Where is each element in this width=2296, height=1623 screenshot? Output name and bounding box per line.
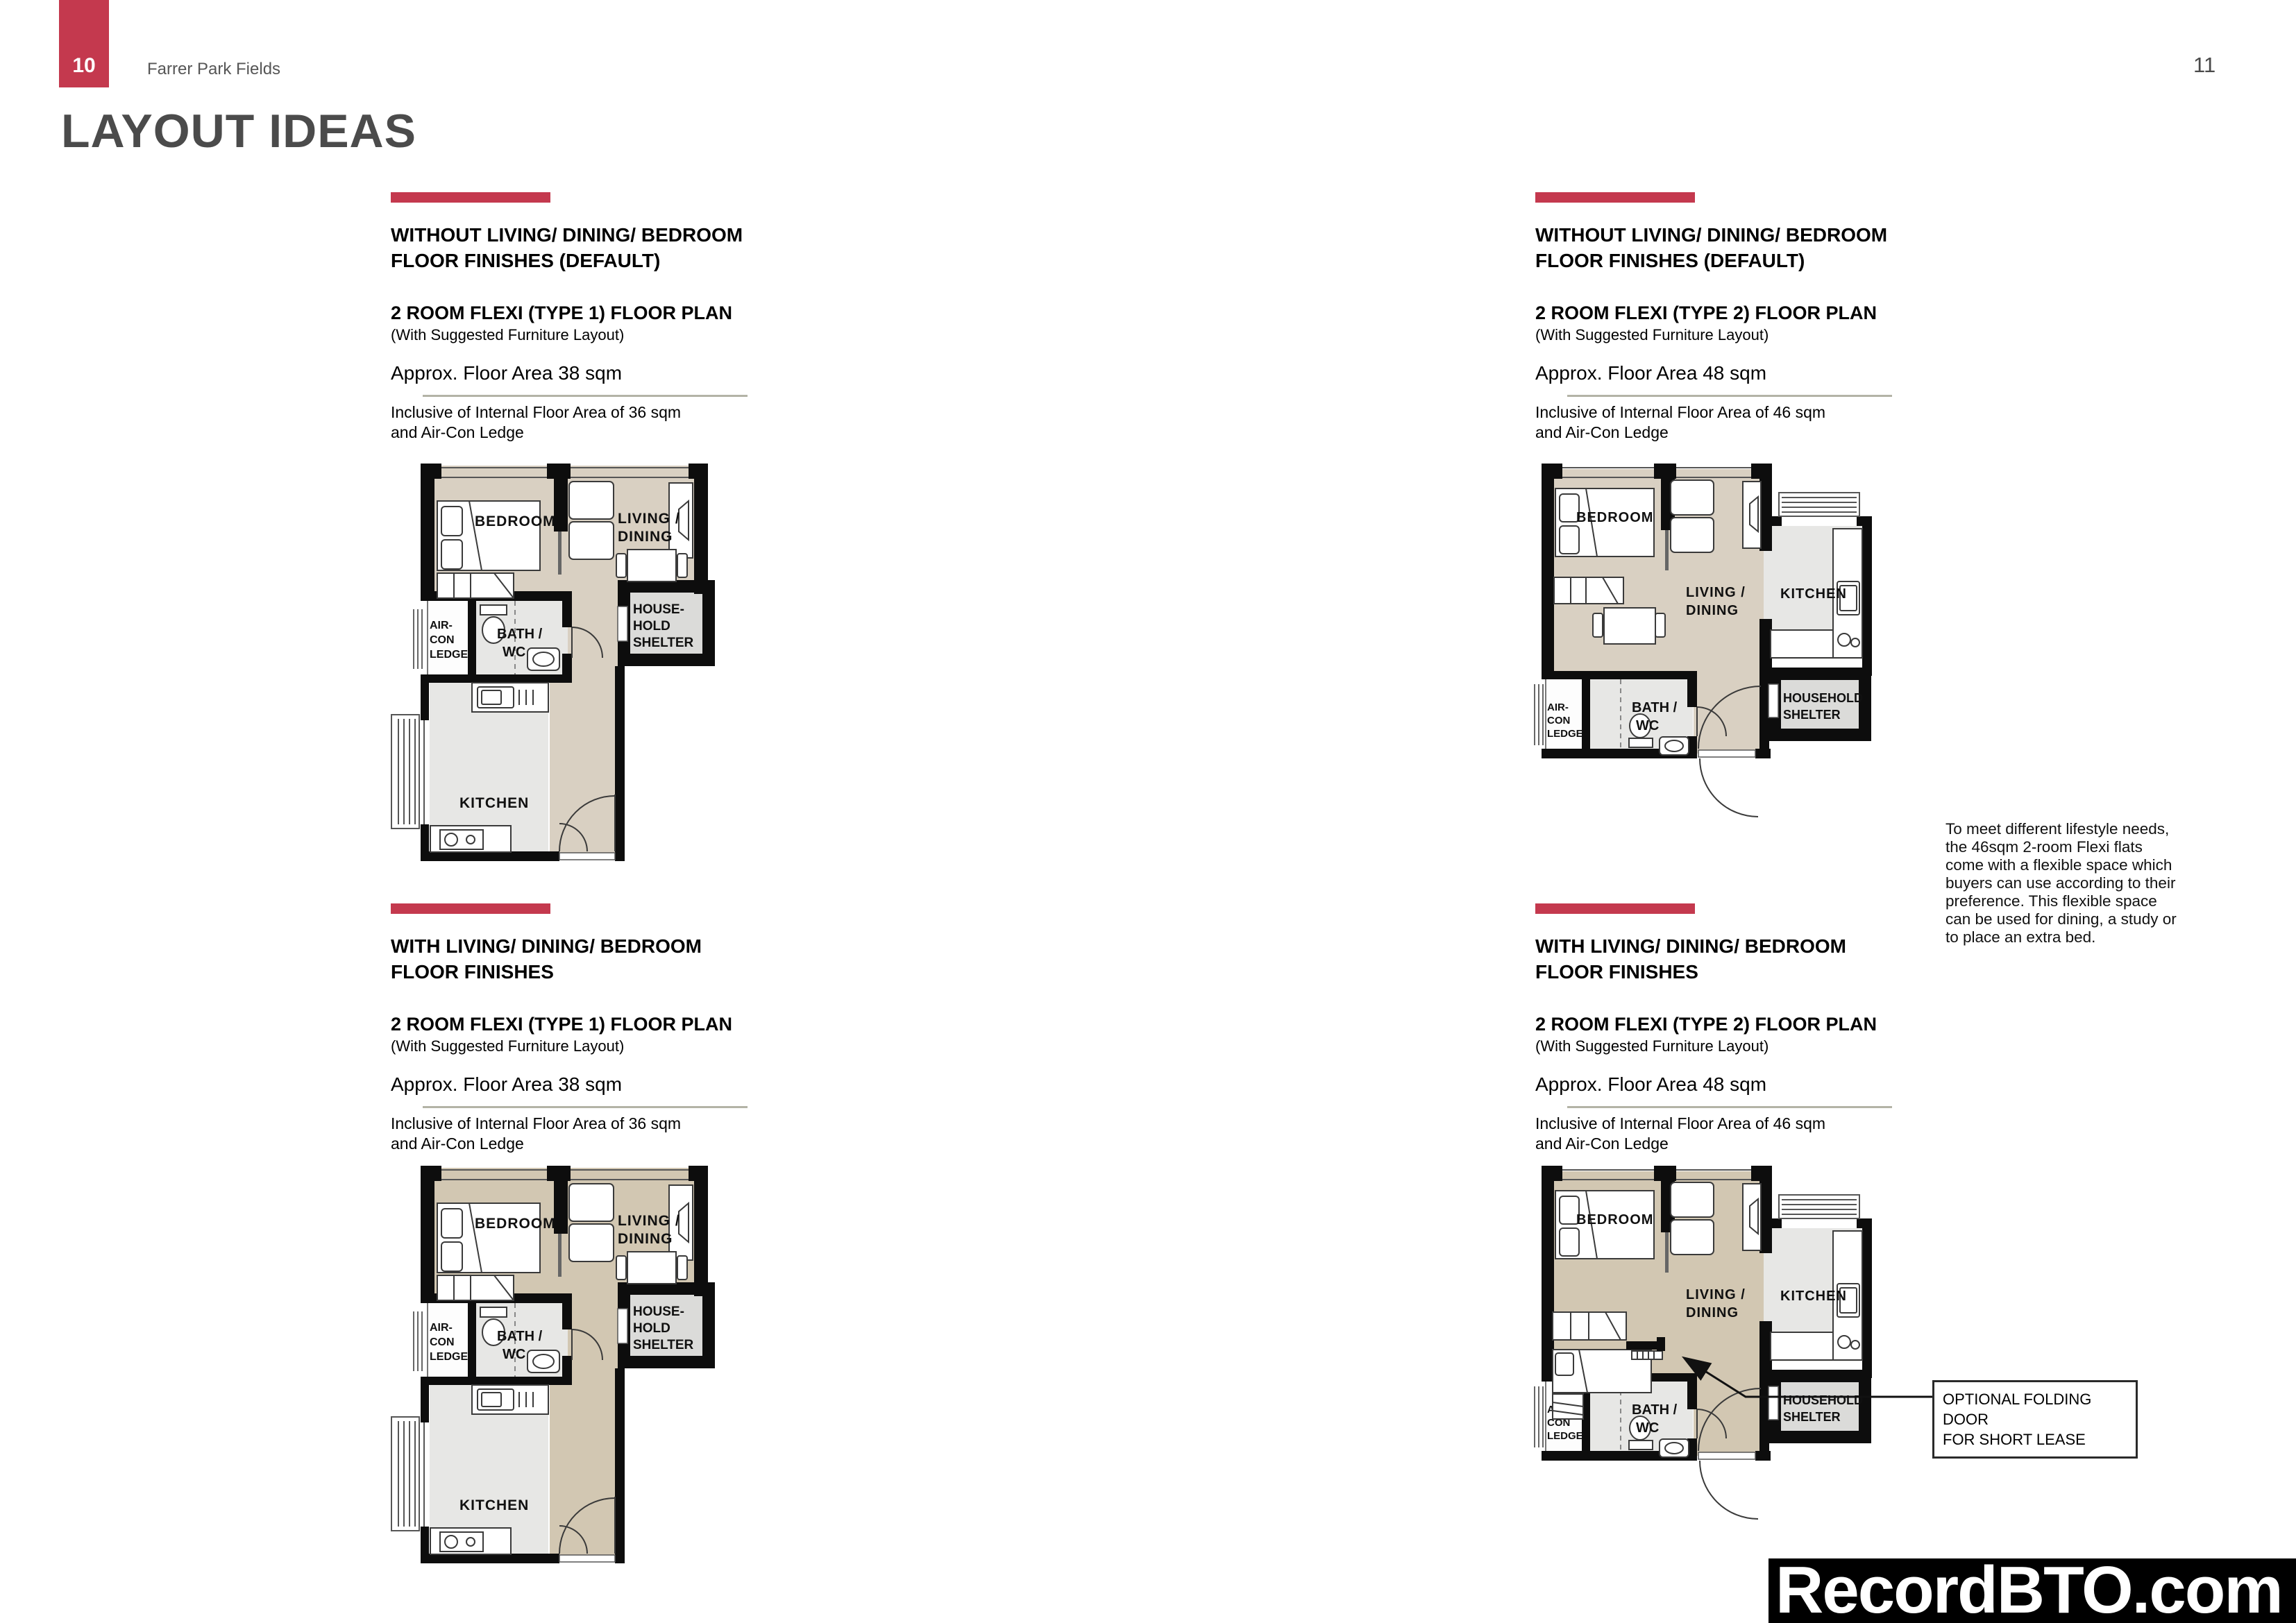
section-heading-line2: FLOOR FINISHES <box>391 961 554 983</box>
section-heading-line1: WITHOUT LIVING/ DINING/ BEDROOM <box>1535 224 1888 246</box>
divider-line <box>1567 395 1892 397</box>
section-heading-line1: WITHOUT LIVING/ DINING/ BEDROOM <box>391 224 743 246</box>
divider-line <box>423 1106 748 1108</box>
page-number-right: 11 <box>2193 53 2216 77</box>
floor-area: Approx. Floor Area 38 sqm <box>391 362 623 384</box>
plan-title: 2 ROOM FLEXI (TYPE 1) FLOOR PLAN <box>391 1014 733 1035</box>
annotation-arrow-line <box>1685 1359 1932 1397</box>
inclusive-note: Inclusive of Internal Floor Area of 46 sqm and Air-Con Ledge <box>1535 403 1826 441</box>
plan-subtitle: (With Suggested Furniture Layout) <box>1535 1037 1769 1055</box>
plan-subtitle: (With Suggested Furniture Layout) <box>1535 326 1769 343</box>
annotation-arrow <box>1659 1305 1943 1416</box>
divider-line <box>423 395 748 397</box>
plan-subtitle: (With Suggested Furniture Layout) <box>391 1037 625 1055</box>
accent-bar <box>391 903 550 914</box>
project-name: Farrer Park Fields <box>147 60 281 78</box>
section-without-type2 <box>1535 192 1924 443</box>
annotation-line1: OPTIONAL FOLDING DOOR <box>1943 1391 2092 1428</box>
annotation-box <box>1932 1380 2138 1459</box>
inclusive-note: Inclusive of Internal Floor Area of 36 sqm and Air-Con Ledge <box>391 1114 682 1153</box>
section-heading-line1: WITH LIVING/ DINING/ BEDROOM <box>1535 935 1846 957</box>
watermark <box>1769 1558 2296 1623</box>
section-heading-line2: FLOOR FINISHES <box>1535 961 1698 983</box>
plan-title: 2 ROOM FLEXI (TYPE 2) FLOOR PLAN <box>1535 1014 1877 1035</box>
plan-title: 2 ROOM FLEXI (TYPE 2) FLOOR PLAN <box>1535 303 1877 323</box>
watermark-text: RecordBTO.com <box>1775 1558 2282 1623</box>
section-heading-line1: WITH LIVING/ DINING/ BEDROOM <box>391 935 702 957</box>
page-corner-tab <box>59 0 109 87</box>
section-heading-line2: FLOOR FINISHES (DEFAULT) <box>1535 250 1805 271</box>
floor-plan-drawing <box>391 464 715 861</box>
divider-line <box>1567 1106 1892 1108</box>
floor-plan-drawing <box>1535 464 1872 817</box>
floor-area: Approx. Floor Area 38 sqm <box>391 1073 623 1095</box>
floor-plan-type2-default <box>1530 448 1940 892</box>
accent-bar <box>1535 903 1695 914</box>
floor-plan-type1-finishes <box>411 1150 737 1584</box>
plan-subtitle: (With Suggested Furniture Layout) <box>391 326 625 343</box>
section-without-type1 <box>391 192 779 443</box>
floor-area: Approx. Floor Area 48 sqm <box>1535 1073 1767 1095</box>
accent-bar <box>1535 192 1695 203</box>
floor-area: Approx. Floor Area 48 sqm <box>1535 362 1767 384</box>
side-note: To meet different lifestyle needs, the 46sqm 2-room Flexi flats come with a flexible space which buyers can use according to their preference. This flexible space can be used for dining, a study or to place an extra bed. <box>1945 820 2177 946</box>
floor-plan-drawing <box>391 1166 715 1563</box>
page-title: LAYOUT IDEAS <box>61 105 417 158</box>
section-with-type2 <box>1535 903 1924 1154</box>
section-heading-line2: FLOOR FINISHES (DEFAULT) <box>391 250 661 271</box>
accent-bar <box>391 192 550 203</box>
plan-title: 2 ROOM FLEXI (TYPE 1) FLOOR PLAN <box>391 303 733 323</box>
floor-plan-type1-default <box>411 448 737 882</box>
annotation-line2: FOR SHORT LEASE <box>1943 1431 2086 1448</box>
inclusive-note: Inclusive of Internal Floor Area of 36 sqm and Air-Con Ledge <box>391 403 682 441</box>
inclusive-note: Inclusive of Internal Floor Area of 46 sqm and Air-Con Ledge <box>1535 1114 1826 1153</box>
page-number-left: 10 <box>72 54 96 77</box>
section-with-type1 <box>391 903 779 1154</box>
